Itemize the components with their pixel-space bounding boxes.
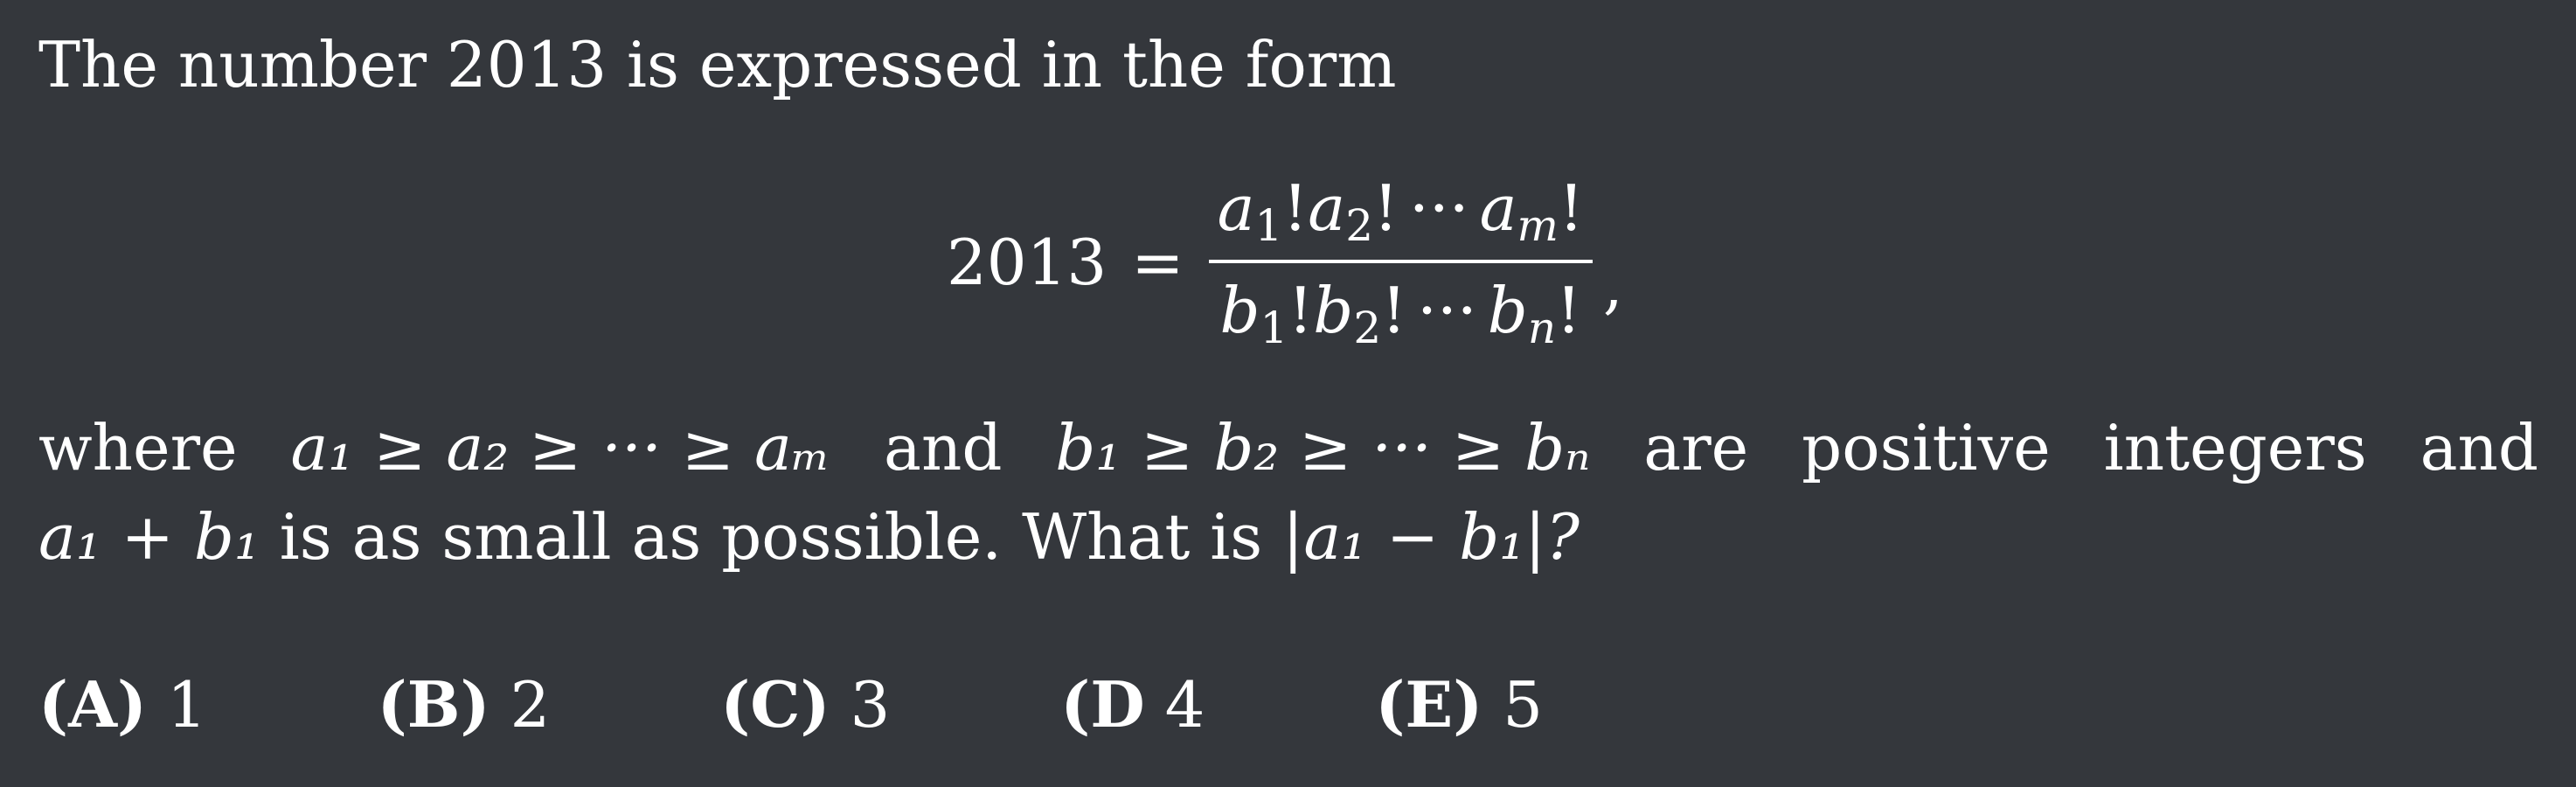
word-integers: integers	[2103, 411, 2367, 484]
den-factorial-n: !	[1556, 274, 1582, 347]
num-am-var: a	[1479, 171, 1517, 245]
num-factorial-m: !	[1558, 171, 1584, 245]
word-and: and	[884, 411, 1003, 484]
fraction	[1209, 171, 1593, 353]
num-cdots: ···	[1408, 171, 1469, 245]
choice-e-value: 5	[1503, 668, 1544, 742]
display-equation	[947, 171, 1623, 353]
choice-b-value: 2	[510, 668, 551, 742]
choice-a-label: (A)	[38, 667, 147, 742]
den-b1-sub: 1	[1260, 303, 1288, 353]
equation-comma: ,	[1602, 248, 1623, 322]
choice-d-value: 4	[1164, 668, 1205, 742]
choice-c-label: (C)	[720, 667, 830, 742]
abs-difference: |a₁ − b₁|?	[1282, 500, 1580, 574]
num-a2-sub: 2	[1345, 200, 1373, 251]
den-factorial-2: !	[1381, 274, 1407, 347]
word-positive: positive	[1802, 411, 2051, 484]
choice-d[interactable]	[1060, 667, 1205, 742]
den-b2-sub: 2	[1353, 303, 1382, 353]
num-factorial-2: !	[1373, 171, 1399, 245]
choice-b-label: (B)	[377, 667, 490, 742]
a-chain: a₁ ≥ a₂ ≥ ··· ≥ aₘ	[290, 411, 831, 484]
question-text: is as small as possible. What is	[279, 500, 1263, 574]
choice-a[interactable]	[38, 667, 207, 742]
problem-intro: The number 2013 is expressed in the form	[38, 28, 1397, 101]
den-bn-sub: n	[1527, 303, 1557, 353]
choice-c[interactable]	[720, 667, 891, 742]
den-bn-var: b	[1487, 274, 1528, 347]
word-are: are	[1643, 411, 1749, 484]
answer-choices	[38, 667, 1693, 742]
word-and-2: and	[2420, 411, 2538, 484]
num-am-sub: m	[1517, 200, 1559, 251]
choice-d-label: (D	[1060, 667, 1145, 742]
num-a1-var: a	[1217, 171, 1255, 245]
sum-expression: a₁ + b₁	[38, 500, 260, 574]
choice-c-value: 3	[850, 668, 891, 742]
num-factorial-1: !	[1282, 171, 1309, 245]
den-factorial-1: !	[1288, 274, 1314, 347]
equals-sign: =	[1131, 226, 1184, 299]
choice-b[interactable]	[377, 667, 551, 742]
b-chain: b₁ ≥ b₂ ≥ ··· ≥ bₙ	[1055, 411, 1591, 484]
fraction-denominator	[1211, 263, 1590, 353]
den-b1-var: b	[1219, 274, 1260, 347]
num-a1-sub: 1	[1254, 200, 1283, 251]
choice-e[interactable]	[1375, 667, 1544, 742]
word-where: where	[38, 411, 238, 484]
num-a2-var: a	[1308, 171, 1346, 245]
condition-line-2	[38, 500, 1580, 574]
choice-e-label: (E)	[1375, 667, 1483, 742]
den-b2-var: b	[1313, 274, 1354, 347]
choice-a-value: 1	[166, 668, 207, 742]
fraction-numerator	[1209, 171, 1593, 260]
condition-line-1	[38, 411, 2538, 484]
equation-lhs: 2013	[947, 226, 1107, 299]
den-cdots: ···	[1417, 274, 1477, 347]
